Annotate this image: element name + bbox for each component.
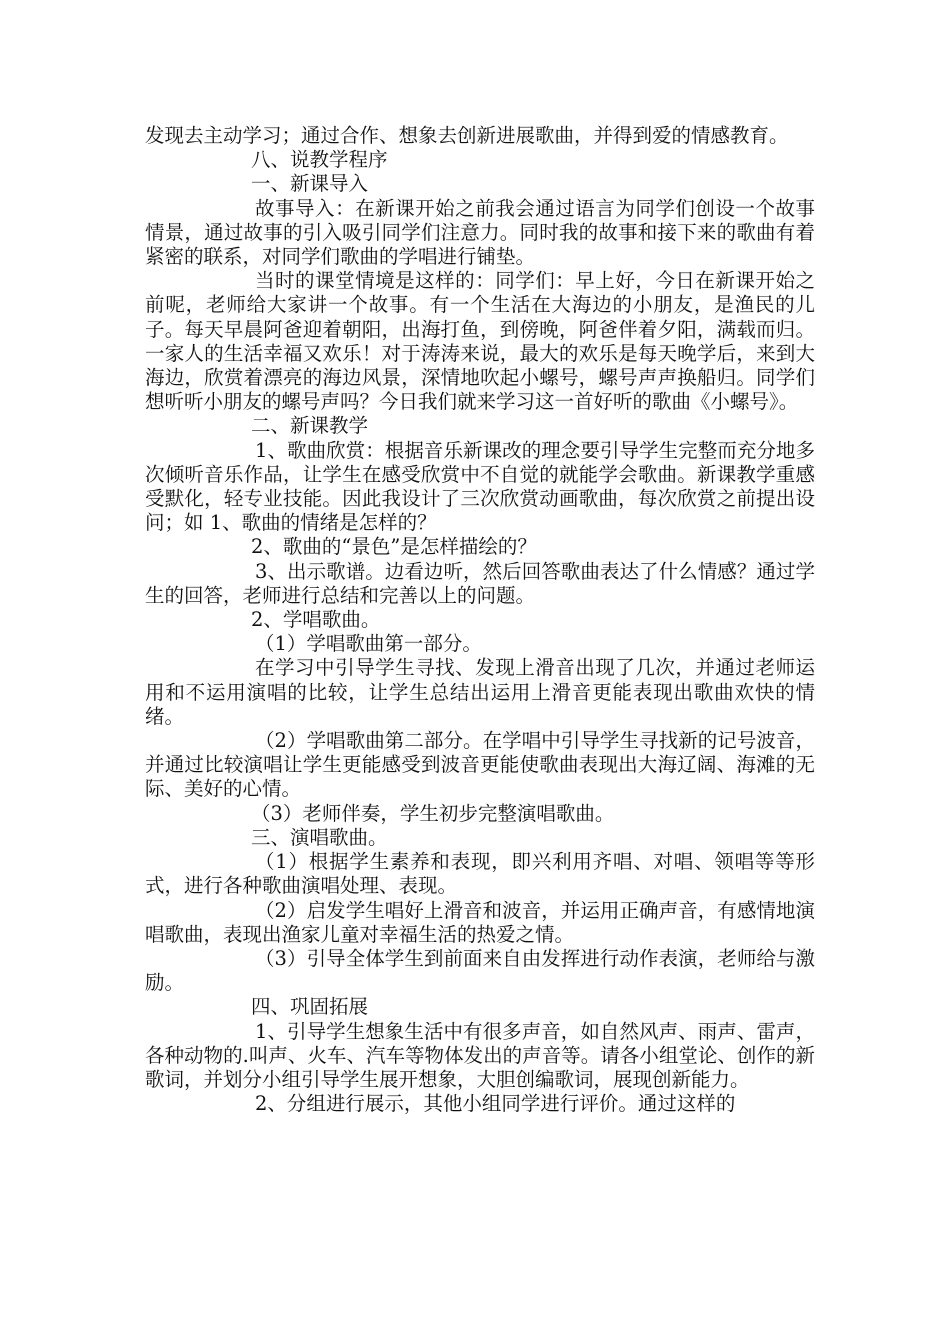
paragraph: 3、出示歌谱。边看边听，然后回答歌曲表达了什么情感？通过学生的回答，老师进行总结和完善以上的问题。 [145,559,815,607]
paragraph: （3）引导全体学生到前面来自由发挥进行动作表演，老师给与激励。 [145,946,815,995]
paragraph: （2）启发学生唱好上滑音和波音，并运用正确声音，有感情地演唱歌曲，表现出渔家儿童对幸福生活的热爱之情。 [145,898,815,946]
section-heading: 一、新课导入 [251,172,369,196]
paragraph: 当时的课堂情境是这样的：同学们：早上好，今日在新课开始之前呢，老师给大家讲一个故事。有一个生活在大海边的小朋友，是渔民的儿子。每天早晨阿爸迎着朝阳，出海打鱼，到傍晚，阿爸伴着夕阳，满载而归。一家人的生活幸福又欢乐！对于涛涛来说，最大的欢乐是每天晚学后，来到大海边，欣赏着漂亮的海边风景，深情地吹起小螺号，螺号声声换船归。同学们想听听小朋友的螺号声吗？今日我们就来学习这一首好听的歌曲《小螺号》。 [145,269,815,414]
section-heading: 三、演唱歌曲。 [251,825,388,849]
paragraph: 2、歌曲的“景色”是怎样描绘的？ [251,535,537,559]
paragraph: （1）学唱歌曲第一部分。 [255,632,482,656]
paragraph: 故事导入：在新课开始之前我会通过语言为同学们创设一个故事情景，通过故事的引入吸引同学们注意力。同时我的故事和接下来的歌曲有着紧密的联系，对同学们歌曲的学唱进行铺垫。 [145,196,815,269]
section-heading: 四、巩固拓展 [251,995,369,1019]
section-heading: 八、说教学程序 [251,148,388,172]
section-heading: 二、新课教学 [251,414,369,438]
paragraph: 2、学唱歌曲。 [251,608,381,632]
paragraph: （3）老师伴奏，学生初步完整演唱歌曲。 [251,801,615,825]
document-body [145,124,815,1116]
paragraph: 发现去主动学习；通过合作、想象去创新进展歌曲，并得到爱的情感教育。 [145,124,789,147]
paragraph: 2、分组进行展示，其他小组同学进行评价。通过这样的 [255,1092,736,1116]
paragraph: 1、歌曲欣赏：根据音乐新课改的理念要引导学生完整而充分地多次倾听音乐作品，让学生在感受欣赏中不自觉的就能学会歌曲。新课教学重感受默化，轻专业技能。因此我设计了三次欣赏动画歌曲，每次欣赏之前提出设问；如 1、歌曲的情绪是怎样的？ [145,438,815,535]
paragraph: 在学习中引导学生寻找、发现上滑音出现了几次，并通过老师运用和不运用演唱的比较，让学生总结出运用上滑音更能表现出歌曲欢快的情绪。 [145,656,815,728]
paragraph: （2）学唱歌曲第二部分。在学唱中引导学生寻找新的记号波音，并通过比较演唱让学生更能感受到波音更能使歌曲表现出大海辽阔、海滩的无际、美好的心情。 [145,729,815,801]
paragraph: 1、引导学生想象生活中有很多声音，如自然风声、雨声、雷声，各种动物的.叫声、火车、汽车等物体发出的声音等。请各小组堂论、创作的新歌词，并划分小组引导学生展开想象，大胆创编歌词，展现创新能力。 [145,1019,815,1091]
paragraph: （1）根据学生素养和表现，即兴利用齐唱、对唱、领唱等等形式，进行各种歌曲演唱处理、表现。 [145,850,815,898]
